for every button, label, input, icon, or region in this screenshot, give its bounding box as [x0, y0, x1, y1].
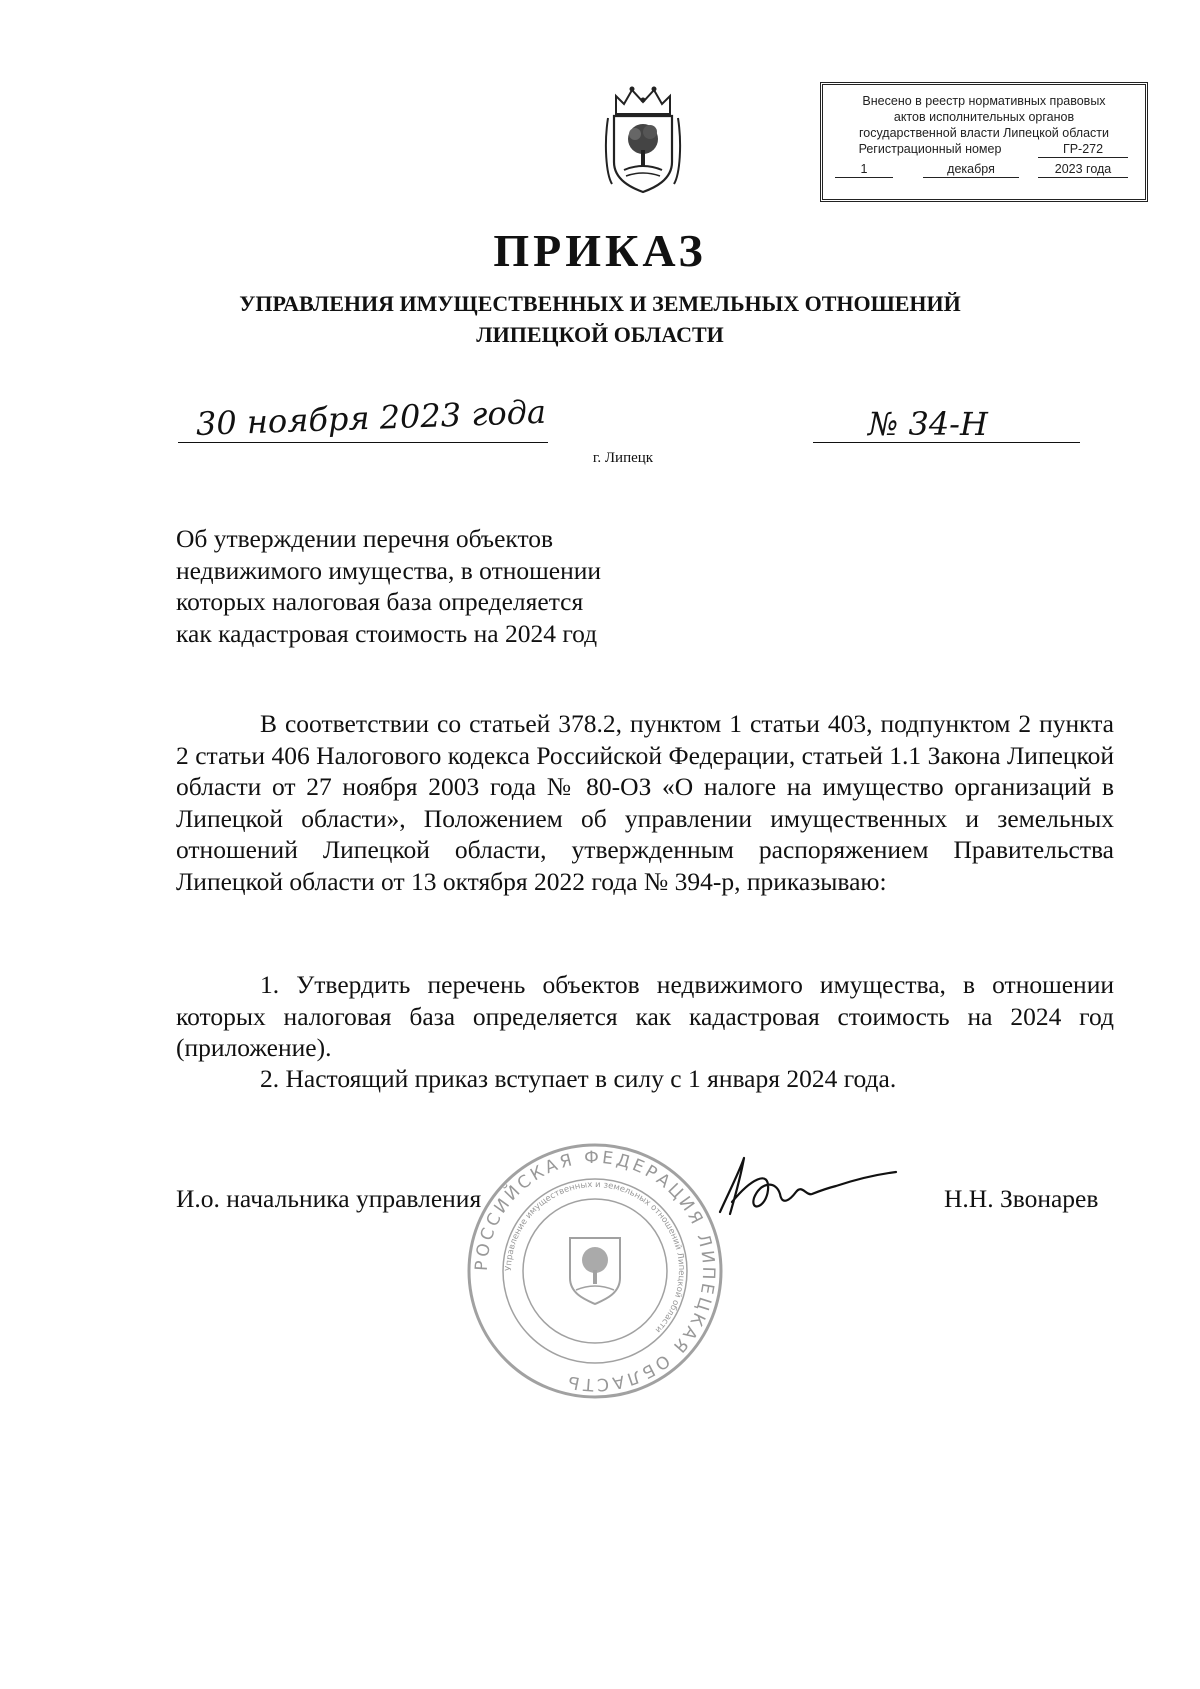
registry-stamp-line: актов исполнительных органов — [893, 110, 1075, 124]
reg-day: 1 — [835, 161, 893, 178]
subject-line: Об утверждении перечня объектов — [176, 524, 554, 553]
city-label: г. Липецк — [592, 450, 654, 466]
handwritten-signature — [710, 1150, 900, 1230]
order-item-1: 1. Утвердить перечень объектов недвижимого имущества, в отношении которых налоговая база определяется как кадастровая стоимость на 2024 год (приложение). — [176, 970, 1114, 1062]
seal-outer-text: РОССИЙСКАЯ ФЕДЕРАЦИЯ ЛИПЕЦКАЯ ОБЛАСТЬ — [471, 1147, 719, 1395]
order-item-2: 2. Настоящий приказ вступает в силу с 1 января 2024 года. — [260, 1064, 897, 1093]
document-type-title: ПРИКАЗ — [493, 225, 707, 276]
signatory-name: Н.Н. Звонарев — [944, 1184, 1099, 1213]
reg-year: 2023 года — [1038, 161, 1128, 178]
preamble-paragraph: В соответствии со статьей 378.2, пунктом 1 статьи 403, подпунктом 2 пункта 2 статьи 406 Налогового кодекса Российской Федерации, статьей 1.1 Закона Липецкой области от 27 ноября 2003 года № 80-ОЗ «О налоге на имущество организаций в Липецкой области», Положением об управлении имущественных и земельных отношений Липецкой области, утвержденным распоряжением Правительства Липецкой области от 13 октября 2022 года № 394-р, приказываю: — [176, 709, 1114, 896]
subject-line: которых налоговая база определяется — [176, 587, 584, 616]
number-underline — [813, 442, 1080, 443]
official-seal — [464, 1140, 726, 1402]
registry-stamp-line: Внесено в реестр нормативных правовых — [862, 94, 1106, 108]
subject-line: недвижимого имущества, в отношении — [176, 555, 602, 585]
handwritten-date: 30 ноября 2023 года — [195, 392, 547, 443]
seal-inner-text: Управление имущественных и земельных отношений Липецкой области — [503, 1179, 687, 1335]
organization-name — [0, 288, 1200, 350]
coat-of-arms-emblem — [602, 84, 684, 196]
organization-name-line1: УПРАВЛЕНИЯ ИМУЩЕСТВЕННЫХ И ЗЕМЕЛЬНЫХ ОТНОШЕНИЙ — [239, 291, 961, 316]
registry-stamp — [820, 82, 1148, 202]
handwritten-number: № 34-Н — [868, 405, 988, 443]
registry-stamp-line: государственной власти Липецкой области — [858, 126, 1110, 140]
reg-number-label: Регистрационный номер — [858, 142, 1002, 156]
subject-line: как кадастровая стоимость на 2024 год — [176, 618, 598, 648]
reg-number-value: ГР-272 — [1038, 141, 1128, 158]
signatory-position: И.о. начальника управления — [176, 1184, 482, 1213]
document-subject — [176, 523, 696, 649]
reg-month: декабря — [923, 161, 1019, 178]
date-underline — [178, 442, 548, 443]
organization-name-line2: ЛИПЕЦКОЙ ОБЛАСТИ — [476, 322, 724, 347]
